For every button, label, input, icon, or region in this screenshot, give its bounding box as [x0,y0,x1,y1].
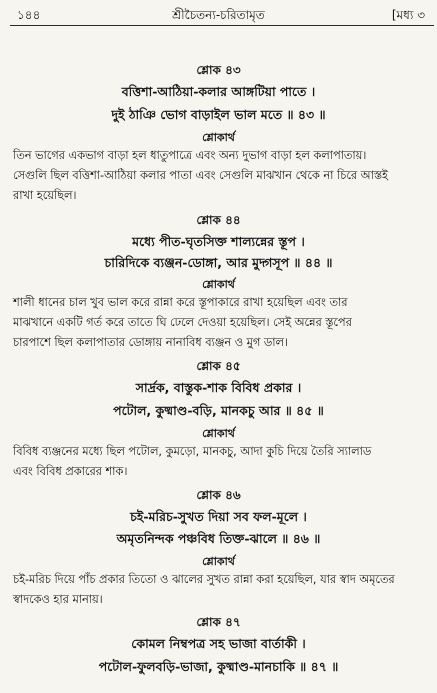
translation-line: বিবিধ ব্যঞ্জনের মধ্যে ছিল পটোল, কুমড়ো, মানকচু, আদা কুচি দিয়ে তৈরি স্যালাড [13,445,372,458]
header-rule [10,25,434,26]
verse-line: চই-মরিচ-সুখত দিয়া সব ফল-মূলে । [130,509,307,524]
verse-line: চারিদিকে ব্যঞ্জন-ডোঙ্গা, আর মুদ্গসূপ ॥ ৪৪ ॥ [104,255,333,270]
verse-number: শ্লোক ৪৭ [196,615,241,629]
verse-line: দুই ঠাঞি ভোগ বাড়াইল ভাল মতে ॥ ৪৩ ॥ [111,107,326,122]
verse-number: শ্লোক ৪৪ [196,213,241,227]
translation-line: তিন ভাগের একভাগ বাড়া হল ধাতুপাত্রে এবং অন্য দুভাগ বাড়া হল কলাপাতায়। [13,149,367,162]
translation-line: এবং বিবিধ প্রকারের শাক। [13,465,128,478]
section-label: [মধ্য ৩ [391,8,425,22]
translation-line: শালী ধানের চাল খুব ভাল করে রান্না করে স্তূপাকারে রাখা হয়েছিল এবং তার [13,296,348,309]
running-header [0,7,437,23]
verse-line: অমৃতনিন্দক পঞ্চবিধ তিক্ত-ঝালে ॥ ৪৬ ॥ [116,531,321,546]
translation-text [13,570,425,610]
translation-line: চারপাশে ছিল কলাপাতার ডোঙ্গায় নানাবিধ ব্যঞ্জন ও মুগ ডাল। [13,336,288,349]
translation-text [13,293,425,353]
translation-text [13,146,425,206]
translation-heading: শ্লোকার্থ [202,427,235,440]
verse-number: শ্লোক ৪৬ [196,488,241,502]
translation-line: স্বাদকেও হার মানায়। [13,593,103,606]
translation-heading: শ্লোকার্থ [202,278,235,291]
book-title: শ্রীচৈতন্য-চরিতামৃত [172,8,265,22]
page-number: ১৪৪ [17,8,41,22]
translation-line: সেগুলি ছিল বত্তিশা-আঠিয়া কলার পাতা এবং সেগুলি মাঝখান থেকে না চিরে আস্তই [13,169,388,182]
translation-text [13,442,425,482]
verse-line: পটোল, কুষ্মাণ্ড-বড়ি, মানকচু আর ॥ ৪৫ ॥ [113,403,324,418]
translation-line: রাখা হয়েছিল। [13,189,77,202]
translation-line: মাঝখানে একটি গর্ত করে তাতে ঘি ঢেলে দেওয়া হয়েছিল। সেই অন্নের স্তূপের [13,316,352,329]
verse-line: কোমল নিম্বপত্র সহ ভাজা বার্তাকী । [131,636,306,651]
verse-line: মধ্যে পীত-ঘৃতসিক্ত শাল্যন্নের স্তূপ । [132,234,305,249]
translation-line: চই-মরিচ দিয়ে পাঁচ প্রকার তিতো ও ঝালের সুখত রান্না করা হয়েছিল, যার স্বাদ অমৃতের [13,573,395,586]
verse-line: বত্তিশা-আঠিয়া-কলার আঙ্গটিয়া পাতে । [121,84,316,99]
translation-heading: শ্লোকার্থ [202,555,235,568]
translation-heading: শ্লোকার্থ [202,131,235,144]
verse-number: শ্লোক ৪৩ [196,63,241,77]
verse-line: সার্দ্রক, বাস্তুক-শাক বিবিধ প্রকার । [135,380,302,395]
verse-number: শ্লোক ৪৫ [196,359,241,373]
verse-line: পটোল-ফুলবড়ি-ভাজা, কুষ্মাণ্ড-মানচাকি ॥ ৪৭ ॥ [98,659,339,674]
